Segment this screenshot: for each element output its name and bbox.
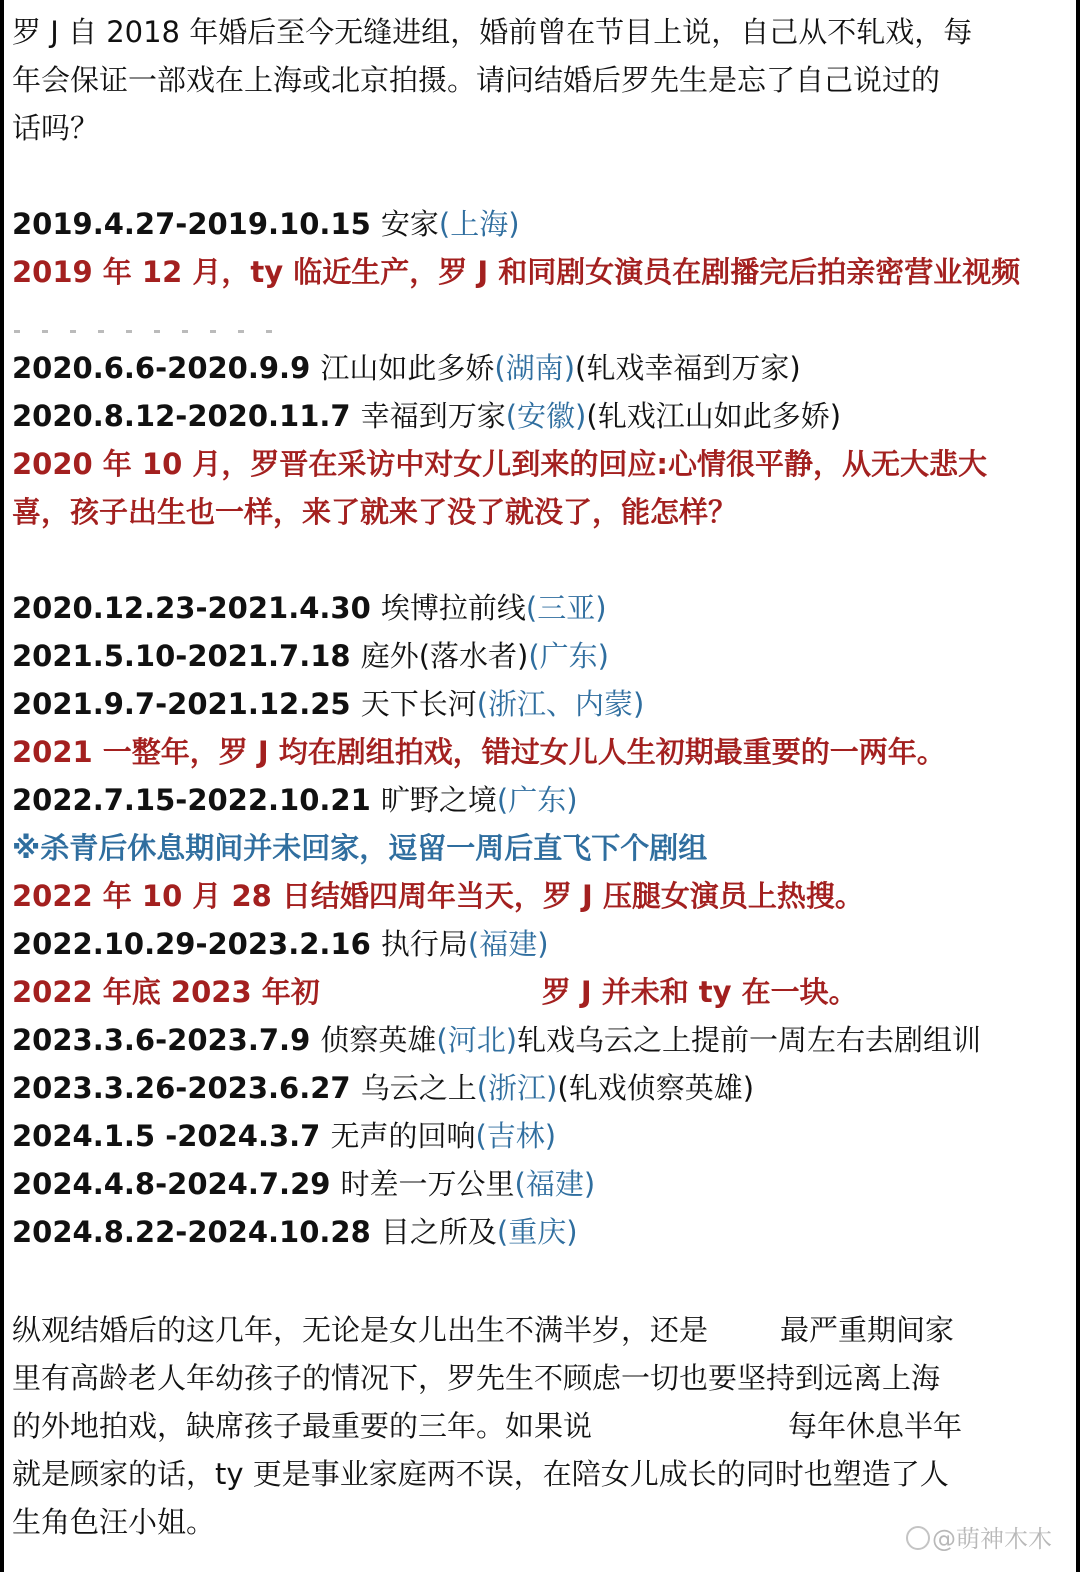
timeline-entry bbox=[12, 926, 549, 962]
entry-title: 执行局 bbox=[380, 927, 468, 961]
entry-place: (浙江、内蒙) bbox=[476, 687, 645, 721]
entry-place: (湖南) bbox=[494, 351, 576, 385]
entry-title: 旷野之境 bbox=[380, 783, 497, 817]
red-note: 2020 年 10 月，罗晋在采访中对女儿到来的回应:心情很平静，从无大悲大 bbox=[12, 447, 987, 481]
red-note-part-b: 罗 J 并未和 ty 在一块。 bbox=[541, 975, 858, 1009]
closing-line-2 bbox=[12, 1360, 940, 1396]
closing-text: 生角色汪小姐。 bbox=[12, 1505, 216, 1539]
entry-place: (上海) bbox=[438, 207, 520, 241]
closing-line-3 bbox=[12, 1408, 962, 1444]
entry-title: 埃博拉前线 bbox=[380, 591, 526, 625]
timeline-entry bbox=[12, 1214, 578, 1250]
entry-place: (广东) bbox=[528, 639, 609, 673]
entry-title: 天下长河 bbox=[360, 687, 477, 721]
entry-date: 2021.9.7-2021.12.25 bbox=[12, 687, 351, 721]
entry-place: (广东) bbox=[496, 783, 578, 817]
intro-line-2: 年会保证一部戏在上海或北京拍摄。请问结婚后罗先生是忘了自己说过的 bbox=[12, 63, 941, 97]
red-note: 2019 年 12 月，ty 临近生产，罗 J 和同剧女演员在剧播完后拍亲密营业视频 bbox=[12, 255, 1021, 289]
entry-title: 目之所及 bbox=[380, 1215, 497, 1249]
entry-date: 2023.3.26-2023.6.27 bbox=[12, 1071, 351, 1105]
entry-date: 2024.4.8-2024.7.29 bbox=[12, 1167, 331, 1201]
timeline-entry bbox=[12, 782, 578, 818]
closing-line-5 bbox=[12, 1504, 215, 1540]
closing-text: 每年休息半年 bbox=[788, 1409, 963, 1443]
entry-title: 侦察英雄 bbox=[320, 1023, 437, 1057]
watermark bbox=[906, 1519, 1052, 1554]
entry-place: (河北) bbox=[436, 1023, 518, 1057]
entry-date: 2019.4.27-2019.10.15 bbox=[12, 207, 371, 241]
entry-place: (福建) bbox=[514, 1167, 596, 1201]
timeline-entry bbox=[12, 206, 520, 242]
stray-marks bbox=[14, 318, 314, 324]
entry-date: 2024.1.5 -2024.3.7 bbox=[12, 1119, 321, 1153]
entry-date: 2020.12.23-2021.4.30 bbox=[12, 591, 371, 625]
entry-date: 2020.8.12-2020.11.7 bbox=[12, 399, 351, 433]
entry-title: 庭外(落水者) bbox=[360, 639, 529, 673]
entry-title: 幸福到万家 bbox=[360, 399, 506, 433]
entry-note: (轧戏侦察英雄) bbox=[557, 1071, 755, 1105]
entry-title: 无声的回响 bbox=[330, 1119, 476, 1153]
closing-text: 最严重期间家 bbox=[780, 1313, 955, 1347]
closing-text: 就是顾家的话，ty 更是事业家庭两不误，在陪女儿成长的同时也塑造了人 bbox=[12, 1457, 949, 1491]
entry-place: (浙江) bbox=[476, 1071, 558, 1105]
entry-note: (轧戏江山如此多娇) bbox=[586, 399, 842, 433]
entry-title: 安家 bbox=[380, 207, 439, 241]
blue-note: ※杀青后休息期间并未回家，逗留一周后直飞下个剧组 bbox=[12, 831, 708, 865]
entry-title: 江山如此多娇 bbox=[320, 351, 495, 385]
entry-date: 2020.6.6-2020.9.9 bbox=[12, 351, 311, 385]
closing-line-1 bbox=[12, 1312, 954, 1348]
entry-date: 2022.10.29-2023.2.16 bbox=[12, 927, 371, 961]
intro-line-3: 话吗？ bbox=[12, 111, 100, 145]
timeline-entry bbox=[12, 590, 607, 626]
entry-date: 2021.5.10-2021.7.18 bbox=[12, 639, 351, 673]
entry-place: (安徽) bbox=[505, 399, 587, 433]
entry-place: (重庆) bbox=[496, 1215, 578, 1249]
timeline-entry bbox=[12, 398, 841, 434]
closing-text: 里有高龄老人年幼孩子的情况下，罗先生不顾虑一切也要坚持到远离上海 bbox=[12, 1361, 941, 1395]
closing-line-4 bbox=[12, 1456, 949, 1492]
red-note: 2022 年 10 月 28 日结婚四周年当天，罗 J 压腿女演员上热搜。 bbox=[12, 879, 864, 913]
intro-line-1: 罗 J 自 2018 年婚后至今无缝进组，婚前曾在节目上说，自己从不轧戏，每 bbox=[12, 15, 973, 49]
timeline-entry bbox=[12, 1118, 556, 1154]
entry-date: 2022.7.15-2022.10.21 bbox=[12, 783, 371, 817]
entry-note: 轧戏乌云之上提前一周左右去剧组训 bbox=[517, 1023, 982, 1057]
watermark-text: @萌神木木 bbox=[932, 1525, 1052, 1553]
entry-place: (三亚) bbox=[525, 591, 607, 625]
entry-title: 乌云之上 bbox=[360, 1071, 477, 1105]
closing-text: 的外地拍戏，缺席孩子最重要的三年。如果说 bbox=[12, 1409, 593, 1443]
red-note-part-a: 2022 年底 2023 年初 bbox=[12, 975, 320, 1009]
timeline-entry bbox=[12, 1166, 595, 1202]
entry-note: (轧戏幸福到万家) bbox=[575, 351, 801, 385]
entry-date: 2024.8.22-2024.10.28 bbox=[12, 1215, 371, 1249]
red-note bbox=[12, 974, 858, 1010]
timeline-entry bbox=[12, 686, 644, 722]
timeline-entry bbox=[12, 1022, 981, 1058]
timeline-entry bbox=[12, 350, 801, 386]
watermark-logo-icon bbox=[906, 1526, 930, 1550]
entry-date: 2023.3.6-2023.7.9 bbox=[12, 1023, 311, 1057]
red-note: 2021 一整年，罗 J 均在剧组拍戏，错过女儿人生初期最重要的一两年。 bbox=[12, 735, 946, 769]
entry-place: (吉林) bbox=[475, 1119, 557, 1153]
entry-place: (福建) bbox=[467, 927, 549, 961]
timeline-entry bbox=[12, 638, 609, 674]
closing-text: 纵观结婚后的这几年，无论是女儿出生不满半岁，还是 bbox=[12, 1313, 709, 1347]
red-note: 喜，孩子出生也一样，来了就来了没了就没了，能怎样？ bbox=[12, 495, 738, 529]
timeline-entry bbox=[12, 1070, 754, 1106]
entry-title: 时差一万公里 bbox=[340, 1167, 515, 1201]
